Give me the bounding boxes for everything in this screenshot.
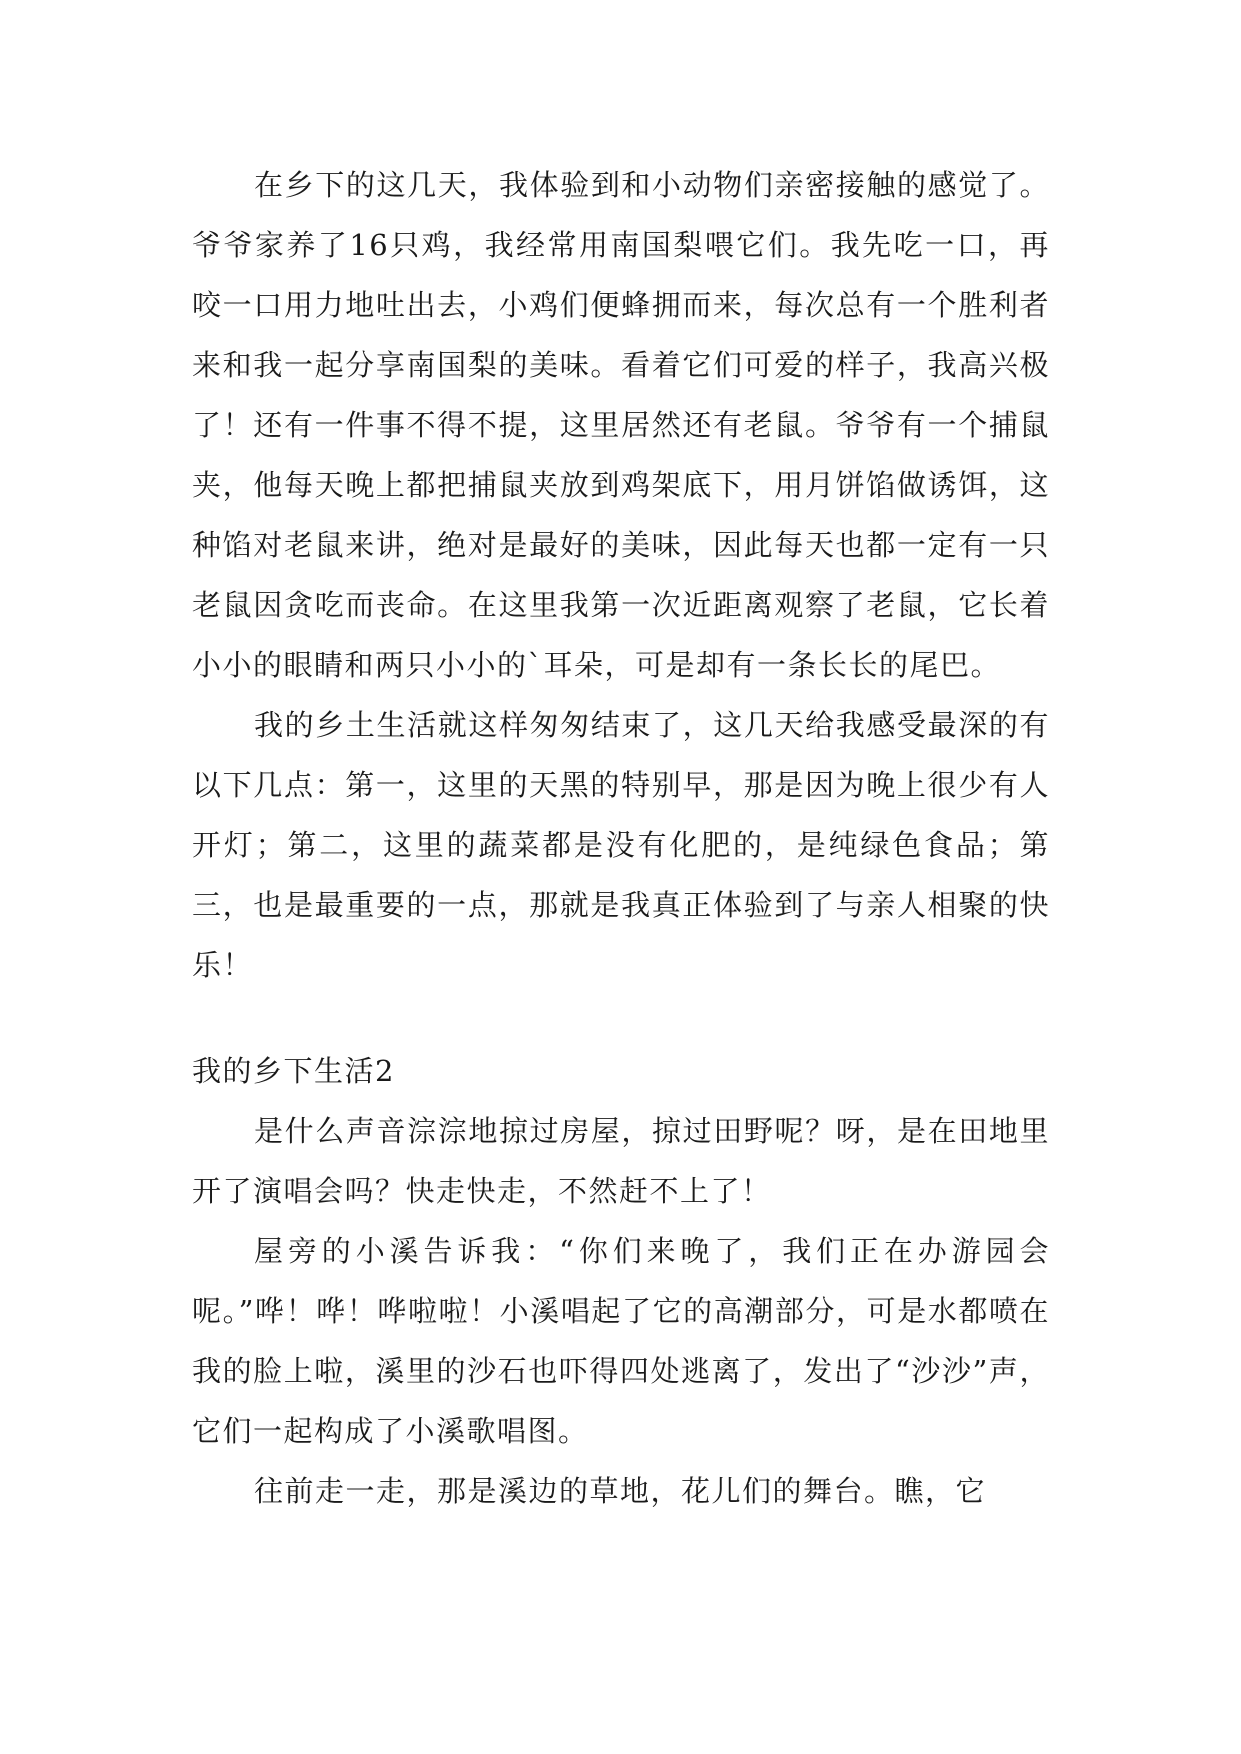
paragraph-animals: 在乡下的这几天，我体验到和小动物们亲密接触的感觉了。爷爷家养了16只鸡，我经常用南国梨喂它们。我先吃一口，再咬一口用力地吐出去，小鸡们便蜂拥而来，每次总有一个胜利者来和我一起分享南国梨的美味。看着它们可爱的样子，我高兴极了！还有一件事不得不提，这里居然还有老鼠。爷爷有一个捕鼠夹，他每天晚上都把捕鼠夹放到鸡架底下，用月饼馅做诱饵，这种馅对老鼠来讲，绝对是最好的美味，因此每天也都一定有一只老鼠因贪吃而丧命。在这里我第一次近距离观察了老鼠，它长着小小的眼睛和两只小小的`耳朵，可是却有一条长长的尾巴。 — [192, 168, 1050, 682]
paragraph-stream: 屋旁的小溪告诉我：“你们来晚了，我们正在办游园会呢。”哗！哗！哗啦啦！小溪唱起了它的高潮部分，可是水都喷在我的脸上啦，溪里的沙石也吓得四处逃离了，发出了“沙沙”声，它们一起构成了小溪歌唱图。 — [192, 1234, 1050, 1448]
document-body — [192, 155, 1050, 1521]
paragraph-grass: 往前走一走，那是溪边的草地，花儿们的舞台。瞧，它 — [254, 1474, 987, 1508]
section-title: 我的乡下生活2 — [192, 1054, 395, 1088]
paragraph-summary: 我的乡土生活就这样匆匆结束了，这几天给我感受最深的有以下几点：第一，这里的天黑的特别早，那是因为晚上很少有人开灯；第二，这里的蔬菜都是没有化肥的，是纯绿色食品；第三，也是最重要的一点，那就是我真正体验到了与亲人相聚的快乐！ — [192, 708, 1050, 982]
paragraph-sound: 是什么声音淙淙地掠过房屋，掠过田野呢？呀，是在田地里开了演唱会吗？快走快走，不然赶不上了！ — [192, 1114, 1050, 1208]
